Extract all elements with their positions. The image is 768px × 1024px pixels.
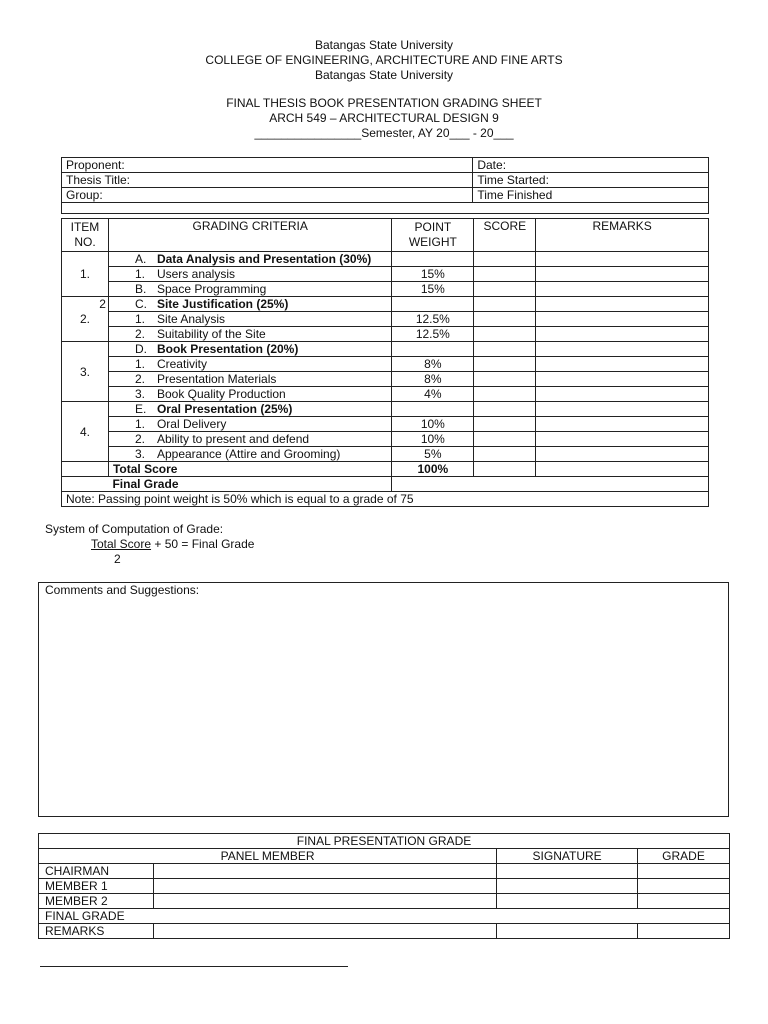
item-number-cell xyxy=(62,342,109,402)
heading-marker: C. xyxy=(134,297,147,311)
remarks-cell[interactable] xyxy=(536,447,709,462)
criteria-item xyxy=(108,387,391,402)
panel-row xyxy=(39,894,730,909)
heading-label: Oral Presentation (25%) xyxy=(156,402,293,416)
panel-member-name-cell[interactable] xyxy=(153,924,496,939)
panel-member-name-cell[interactable] xyxy=(153,894,496,909)
item-number-cell xyxy=(62,402,109,462)
criteria-item xyxy=(108,357,391,372)
criteria-row xyxy=(62,282,709,297)
panel-member-header: PANEL MEMBER xyxy=(39,849,497,864)
document-header xyxy=(0,38,768,141)
computation-title: System of Computation of Grade: xyxy=(45,522,224,536)
proponent-field[interactable]: Proponent: xyxy=(62,158,473,173)
item-header-line1: ITEM xyxy=(70,220,100,234)
score-cell[interactable] xyxy=(474,267,536,282)
semester-line: ________________Semester, AY 20___ - 20___ xyxy=(254,126,514,140)
formula-rest: + 50 = Final Grade xyxy=(151,537,255,551)
formula-numerator: Total Score xyxy=(91,537,152,551)
group-field[interactable]: Group: xyxy=(62,188,473,203)
criteria-row xyxy=(62,417,709,432)
computation-formula xyxy=(45,537,254,552)
panel-row xyxy=(39,864,730,879)
weight-header-line2: WEIGHT xyxy=(408,235,457,249)
weight-cell xyxy=(392,252,474,267)
score-cell[interactable] xyxy=(474,402,536,417)
proponent-info-table xyxy=(61,157,709,214)
weight-cell xyxy=(392,297,474,312)
note-row xyxy=(62,492,709,507)
criteria-row xyxy=(62,432,709,447)
item-marker: 2. xyxy=(134,432,145,446)
score-cell[interactable] xyxy=(474,252,536,267)
grade-cell[interactable] xyxy=(638,924,730,939)
item-label: Creativity xyxy=(156,357,207,371)
item-label: Ability to present and defend xyxy=(156,432,310,446)
criteria-heading xyxy=(108,252,391,267)
total-remarks-cell[interactable] xyxy=(536,462,709,477)
final-grade-title: FINAL PRESENTATION GRADE xyxy=(39,834,730,849)
weight-cell xyxy=(392,402,474,417)
panel-role: MEMBER 2 xyxy=(39,894,154,909)
weight-value: 10% xyxy=(392,417,474,432)
weight-value: 5% xyxy=(392,447,474,462)
time-started-field[interactable]: Time Started: xyxy=(473,173,709,188)
final-grade-row xyxy=(62,477,709,492)
weight-value: 15% xyxy=(392,282,474,297)
signature-header: SIGNATURE xyxy=(497,849,638,864)
final-presentation-grade-table xyxy=(38,833,730,939)
remarks-header: REMARKS xyxy=(536,219,709,252)
score-cell[interactable] xyxy=(474,282,536,297)
panel-role: REMARKS xyxy=(39,924,154,939)
criteria-group-row xyxy=(62,402,709,417)
signature-cell[interactable] xyxy=(497,924,638,939)
panel-role: MEMBER 1 xyxy=(39,879,154,894)
total-weight: 100% xyxy=(392,462,474,477)
item-number-cell xyxy=(62,252,109,297)
remarks-cell[interactable] xyxy=(536,297,709,312)
score-cell[interactable] xyxy=(474,387,536,402)
signature-cell[interactable] xyxy=(497,894,638,909)
criteria-row xyxy=(62,447,709,462)
criteria-row xyxy=(62,387,709,402)
formula-denominator: 2 xyxy=(114,552,121,566)
remarks-cell[interactable] xyxy=(536,387,709,402)
remarks-cell[interactable] xyxy=(536,372,709,387)
criteria-group-row xyxy=(62,252,709,267)
item-header-line2: NO. xyxy=(74,235,96,249)
item-marker: 2. xyxy=(134,327,145,341)
total-score-cell[interactable] xyxy=(474,462,536,477)
panel-member-name-cell[interactable] xyxy=(153,879,496,894)
score-header: SCORE xyxy=(474,219,536,252)
passing-note: Note: Passing point weight is 50% which is equal to a grade of 75 xyxy=(62,492,709,507)
grade-cell[interactable] xyxy=(638,894,730,909)
item-marker: 1. xyxy=(134,312,145,326)
criteria-item xyxy=(108,417,391,432)
weight-value: 8% xyxy=(392,357,474,372)
final-grade-cell[interactable] xyxy=(392,477,709,492)
criteria-heading xyxy=(108,402,391,417)
item-marker: B. xyxy=(134,282,147,296)
criteria-group-row xyxy=(62,297,709,312)
weight-cell xyxy=(392,342,474,357)
criteria-item xyxy=(108,267,391,282)
score-cell[interactable] xyxy=(474,372,536,387)
weight-value: 8% xyxy=(392,372,474,387)
heading-label: Book Presentation (20%) xyxy=(156,342,299,356)
spacer-row xyxy=(62,203,709,214)
criteria-item xyxy=(108,312,391,327)
item-marker: 1. xyxy=(134,267,145,281)
score-cell[interactable] xyxy=(474,432,536,447)
remarks-cell[interactable] xyxy=(536,432,709,447)
criteria-heading xyxy=(108,297,391,312)
remarks-cell[interactable] xyxy=(536,357,709,372)
item-number-cell xyxy=(62,297,109,342)
score-cell[interactable] xyxy=(474,312,536,327)
criteria-header: GRADING CRITERIA xyxy=(108,219,391,252)
weight-value: 12.5% xyxy=(392,327,474,342)
criteria-row xyxy=(62,312,709,327)
college-name: COLLEGE OF ENGINEERING, ARCHITECTURE AND FINE ARTS xyxy=(205,53,563,67)
remarks-cell[interactable] xyxy=(536,327,709,342)
item-label: Oral Delivery xyxy=(156,417,227,431)
grade-cell[interactable] xyxy=(638,879,730,894)
weight-header-line1: POINT xyxy=(414,220,452,234)
score-cell[interactable] xyxy=(474,447,536,462)
remarks-cell[interactable] xyxy=(536,342,709,357)
weight-header xyxy=(392,219,474,252)
item-label: Appearance (Attire and Grooming) xyxy=(156,447,341,461)
comments-box[interactable] xyxy=(38,582,729,817)
score-cell[interactable] xyxy=(474,327,536,342)
heading-label: Site Justification (25%) xyxy=(156,297,289,311)
item-marker: 1. xyxy=(134,417,145,431)
signature-line xyxy=(40,966,348,967)
document-title: FINAL THESIS BOOK PRESENTATION GRADING SHEET xyxy=(226,96,542,110)
grade-header: GRADE xyxy=(638,849,730,864)
remarks-cell[interactable] xyxy=(536,282,709,297)
heading-marker: A. xyxy=(134,252,147,266)
criteria-item xyxy=(108,327,391,342)
weight-value: 4% xyxy=(392,387,474,402)
item-number: 4. xyxy=(79,424,90,439)
item-label: Site Analysis xyxy=(156,312,226,326)
panel-role: CHAIRMAN xyxy=(39,864,154,879)
university-name-2: Batangas State University xyxy=(314,68,454,82)
item-number: 3. xyxy=(79,364,90,379)
heading-marker: D. xyxy=(134,342,147,356)
item-label: Presentation Materials xyxy=(156,372,277,386)
criteria-item xyxy=(108,372,391,387)
total-score-row xyxy=(62,462,709,477)
criteria-heading xyxy=(108,342,391,357)
grading-criteria-table xyxy=(61,218,709,507)
signature-cell[interactable] xyxy=(497,864,638,879)
panel-row xyxy=(39,924,730,939)
score-cell[interactable] xyxy=(474,297,536,312)
signature-cell[interactable] xyxy=(497,879,638,894)
criteria-row xyxy=(62,372,709,387)
item-label: Book Quality Production xyxy=(156,387,286,401)
university-name: Batangas State University xyxy=(314,38,454,52)
heading-label: Data Analysis and Presentation (30%) xyxy=(156,252,372,266)
criteria-group-row xyxy=(62,342,709,357)
item-marker: 1. xyxy=(134,357,145,371)
grade-cell[interactable] xyxy=(638,864,730,879)
score-cell[interactable] xyxy=(474,342,536,357)
item-label: Suitability of the Site xyxy=(156,327,266,341)
panel-row xyxy=(39,909,730,924)
item-marker: 2. xyxy=(134,372,145,386)
remarks-cell[interactable] xyxy=(536,252,709,267)
total-score-label: Total Score xyxy=(108,462,391,477)
criteria-row xyxy=(62,357,709,372)
heading-marker: E. xyxy=(134,402,147,416)
date-field[interactable]: Date: xyxy=(473,158,709,173)
score-cell[interactable] xyxy=(474,357,536,372)
stray-number: 2 xyxy=(99,297,106,311)
grade-computation xyxy=(45,522,254,567)
remarks-cell[interactable] xyxy=(536,267,709,282)
criteria-row xyxy=(62,267,709,282)
criteria-item xyxy=(108,432,391,447)
criteria-item xyxy=(108,447,391,462)
remarks-cell[interactable] xyxy=(536,417,709,432)
item-number: 1. xyxy=(79,267,90,281)
weight-value: 15% xyxy=(392,267,474,282)
remarks-cell[interactable] xyxy=(536,402,709,417)
item-label: Space Programming xyxy=(156,282,267,296)
course-title: ARCH 549 – ARCHITECTURAL DESIGN 9 xyxy=(269,111,499,125)
final-grade-label: Final Grade xyxy=(108,477,391,492)
criteria-row xyxy=(62,327,709,342)
score-cell[interactable] xyxy=(474,417,536,432)
panel-row xyxy=(39,879,730,894)
item-number: 2. xyxy=(79,312,90,326)
remarks-cell[interactable] xyxy=(536,312,709,327)
weight-value: 12.5% xyxy=(392,312,474,327)
weight-value: 10% xyxy=(392,432,474,447)
item-marker: 3. xyxy=(134,387,145,401)
thesis-title-field[interactable]: Thesis Title: xyxy=(62,173,473,188)
time-finished-field[interactable]: Time Finished xyxy=(473,188,709,203)
item-marker: 3. xyxy=(134,447,145,461)
grading-header-row xyxy=(62,219,709,252)
item-label: Users analysis xyxy=(156,267,235,281)
comments-label: Comments and Suggestions: xyxy=(45,583,200,597)
panel-role: FINAL GRADE xyxy=(39,909,730,924)
item-no-header xyxy=(62,219,109,252)
criteria-item xyxy=(108,282,391,297)
panel-member-name-cell[interactable] xyxy=(153,864,496,879)
